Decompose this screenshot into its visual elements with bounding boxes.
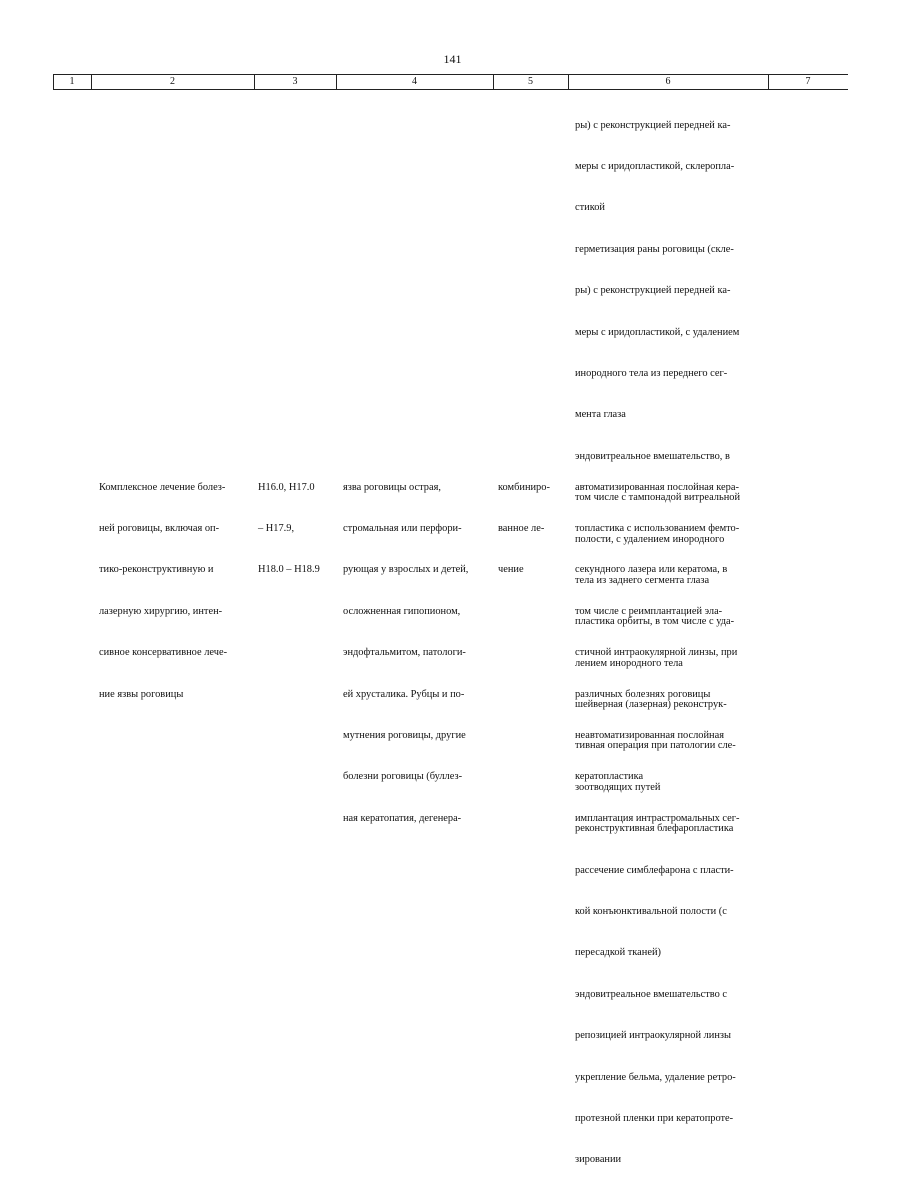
- method-line: тивная операция при патологии сле-: [575, 740, 736, 752]
- model-line: мутнения роговицы, другие: [343, 729, 466, 741]
- icd-code-line: H16.0, H17.0: [258, 481, 315, 493]
- method-line: полости, с удалением инородного: [575, 533, 725, 545]
- column-header-2: 2: [170, 76, 175, 87]
- treatment-type-line: комбиниро-: [498, 481, 550, 493]
- column-header-7: 7: [805, 76, 811, 87]
- model-line: ная кератопатия, дегенера-: [343, 812, 462, 824]
- icd-code-line: H18.0 – H18.9: [258, 564, 320, 576]
- model-line: осложненная гипопионом,: [343, 605, 461, 617]
- treatment-type-line: ванное ле-: [498, 522, 545, 534]
- column-header-5: 5: [528, 76, 533, 87]
- table-header-row: [53, 74, 848, 90]
- method-line: укрепление бельма, удаление ретро-: [575, 1071, 736, 1083]
- model-line: стромальная или перфори-: [343, 522, 462, 534]
- method-line: инородного тела из переднего сег-: [575, 367, 728, 379]
- method-line: герметизация раны роговицы (скле-: [575, 243, 734, 255]
- profile-line: ней роговицы, включая оп-: [99, 522, 220, 534]
- treatment-profile-cell: [99, 453, 247, 715]
- method-line: том числе с реимплантацией эла-: [575, 605, 723, 617]
- model-line: эндофтальмитом, патологи-: [343, 647, 466, 659]
- method-line: зировании: [575, 1154, 622, 1166]
- method-line: эндовитреальное вмешательство с: [575, 988, 728, 1000]
- model-line: ей хрусталика. Рубцы и по-: [343, 688, 465, 700]
- method-line: кератопластика: [575, 771, 644, 783]
- method-line: имплантация интрастромальных сег-: [575, 812, 740, 824]
- method-line: меры с иридопластикой, с удалением: [575, 326, 740, 338]
- method-line: стикой: [575, 202, 605, 214]
- method-line: ры) с реконструкцией передней ка-: [575, 119, 731, 131]
- treatment-type-line: чение: [498, 564, 524, 576]
- method-line: том числе с тампонадой витреальной: [575, 492, 741, 504]
- method-line: репозицией интраокулярной линзы: [575, 1030, 732, 1042]
- profile-line: ние язвы роговицы: [99, 688, 184, 700]
- profile-line: сивное консервативное лече-: [99, 647, 228, 659]
- profile-line: лазерную хирургию, интен-: [99, 605, 223, 617]
- column-header-3: 3: [292, 76, 298, 87]
- method-line: протезной пленки при кератопроте-: [575, 1112, 734, 1124]
- method-line: тела из заднего сегмента глаза: [575, 574, 710, 586]
- method-line: пластика орбиты, в том числе с уда-: [575, 616, 735, 628]
- method-line: автоматизированная послойная кера-: [575, 481, 739, 493]
- page-number: 141: [443, 52, 462, 66]
- method-line: меры с иридопластикой, склеропла-: [575, 160, 735, 172]
- method-line: различных болезнях роговицы: [575, 688, 711, 700]
- treatment-methods-cell: [575, 453, 767, 839]
- method-line: лением инородного тела: [575, 657, 683, 669]
- method-line: мента глаза: [575, 409, 626, 421]
- icd-codes-cell: [258, 453, 334, 591]
- column-header-1: 1: [69, 76, 75, 87]
- profile-line: тико-реконструктивную и: [99, 564, 214, 576]
- method-line: рассечение симблефарона с пласти-: [575, 864, 734, 876]
- column-header-4: 4: [412, 76, 417, 87]
- method-line: ры) с реконструкцией передней ка-: [575, 285, 731, 297]
- method-line: эндовитреальное вмешательство, в: [575, 450, 730, 462]
- model-line: язва роговицы острая,: [343, 481, 441, 493]
- method-line: пересадкой тканей): [575, 947, 661, 959]
- method-line: шейверная (лазерная) реконструк-: [575, 699, 727, 711]
- patient-model-cell: [343, 453, 489, 839]
- model-line: болезни роговицы (буллез-: [343, 771, 463, 783]
- method-line: секундного лазера или кератома, в: [575, 564, 728, 576]
- method-line: реконструктивная блефаропластика: [575, 823, 734, 835]
- model-line: рующая у взрослых и детей,: [343, 564, 469, 576]
- icd-code-line: – H17.9,: [258, 522, 295, 534]
- treatment-type-cell: [498, 453, 564, 591]
- method-line: зоотводящих путей: [575, 781, 661, 793]
- method-line: стичной интраокулярной линзы, при: [575, 647, 738, 659]
- method-line: кой конъюнктивальной полости (с: [575, 906, 727, 918]
- column-header-6: 6: [665, 76, 671, 87]
- method-line: неавтоматизированная послойная: [575, 729, 724, 741]
- profile-line: Комплексное лечение болез-: [99, 481, 226, 493]
- method-line: топластика с использованием фемто-: [575, 522, 740, 534]
